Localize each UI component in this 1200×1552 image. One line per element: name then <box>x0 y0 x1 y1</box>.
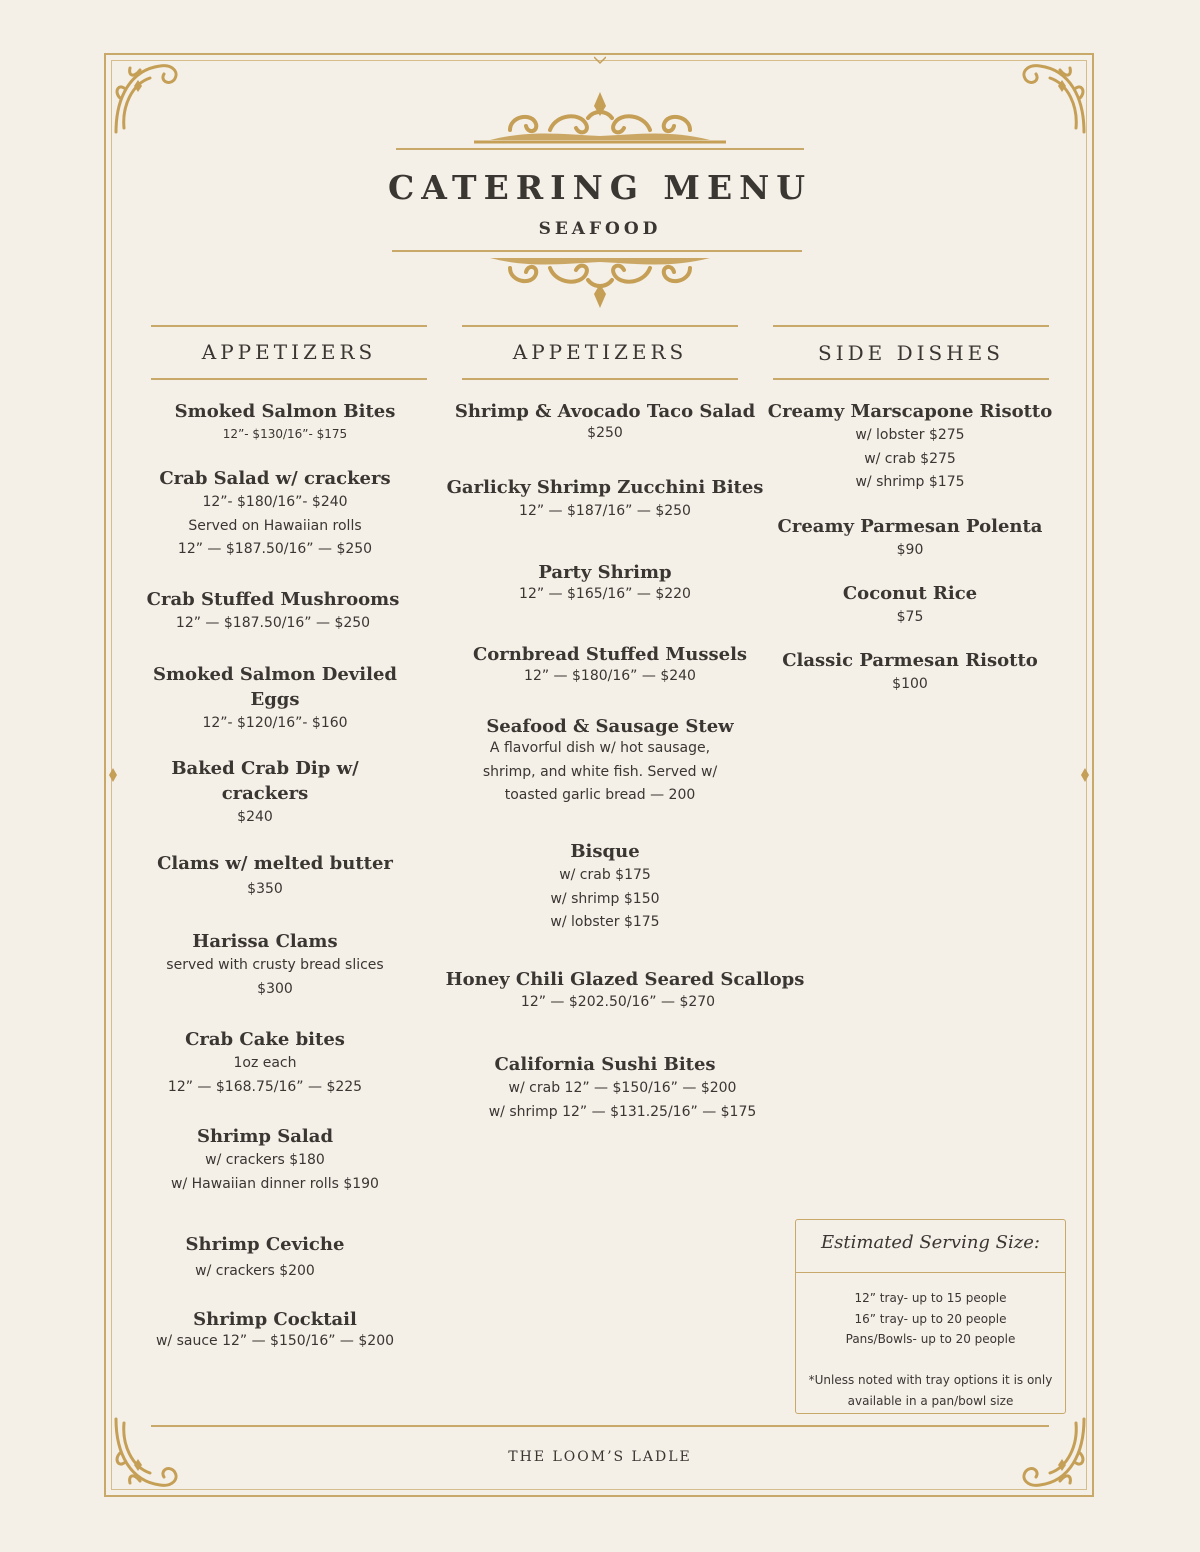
menu-item <box>130 399 440 444</box>
item-detail: served with crusty bread slices <box>166 957 384 973</box>
footer-brand: THE LOOM’S LADLE <box>508 1449 692 1465</box>
column-heading-appetizers-1: APPETIZERS <box>201 340 377 364</box>
item-detail: 12” — $187.50/16” — $250 <box>175 615 371 631</box>
item-name: Garlicky Shrimp Zucchini Bites <box>446 477 764 498</box>
serving-size-title: Estimated Serving Size: <box>821 1232 1040 1253</box>
frame-diamond-top-icon <box>594 55 606 65</box>
menu-item <box>755 514 1065 563</box>
item-detail: 12”- $120/16”- $160 <box>202 715 348 731</box>
item-detail: $250 <box>587 425 623 441</box>
item-name: California Sushi Bites <box>494 1054 716 1075</box>
item-detail: $100 <box>892 676 928 692</box>
item-detail: w/ crab $175 <box>559 867 651 883</box>
item-detail: $350 <box>247 881 283 897</box>
item-name: Creamy Marscapone Risotto <box>767 401 1053 422</box>
menu-item <box>755 399 1065 495</box>
item-detail: Served on Hawaiian rolls <box>188 517 362 534</box>
menu-item <box>110 1232 420 1284</box>
item-detail: 12”- $180/16”- $240 <box>202 494 348 510</box>
menu-item <box>445 475 765 522</box>
menu-item <box>755 648 1065 697</box>
footer-rule <box>151 1425 1049 1427</box>
serving-line: 12” tray- up to 15 people <box>854 1291 1007 1305</box>
item-name: Creamy Parmesan Polenta <box>777 516 1043 537</box>
menu-item <box>445 560 765 603</box>
item-detail: $90 <box>896 542 924 558</box>
menu-item <box>445 839 765 935</box>
col2-rule-top <box>462 325 738 327</box>
menu-item <box>445 399 765 442</box>
page-title: CATERING MENU <box>387 168 813 207</box>
item-detail: $300 <box>257 980 293 997</box>
item-detail: 12”- $130/16”- $175 <box>222 427 348 441</box>
item-detail: A flavorful dish w/ hot sausage, <box>489 740 711 756</box>
item-detail: w/ lobster $275 <box>855 427 965 443</box>
item-detail: 12” — $187.50/16” — $250 <box>177 541 373 557</box>
menu-item <box>450 642 770 685</box>
item-detail: 1oz each <box>233 1055 297 1071</box>
menu-item <box>755 581 1065 630</box>
item-name: Crab Salad w/ crackers <box>159 468 391 489</box>
menu-item <box>120 466 430 562</box>
item-detail: w/ shrimp $175 <box>855 474 965 490</box>
serving-divider <box>796 1272 1065 1273</box>
item-name: Coconut Rice <box>842 583 978 604</box>
item-name: Classic Parmesan Risotto <box>782 650 1038 671</box>
item-name: Shrimp Cocktail <box>193 1309 357 1330</box>
item-detail: w/ Hawaiian dinner rolls $190 <box>171 1175 379 1192</box>
item-detail: w/ crab $275 <box>864 450 956 467</box>
menu-item <box>110 1027 420 1099</box>
item-name: Smoked Salmon Deviled Eggs <box>153 664 397 710</box>
serving-line: 16” tray- up to 20 people <box>854 1311 1007 1326</box>
col2-rule-bottom <box>462 378 738 380</box>
menu-item <box>140 662 410 736</box>
col3-rule-bottom <box>773 378 1049 380</box>
item-detail: 12” — $187/16” — $250 <box>519 503 691 519</box>
item-detail: w/ lobster $175 <box>550 914 660 930</box>
item-name: Crab Cake bites <box>185 1029 345 1050</box>
serving-note <box>796 1370 1065 1412</box>
item-name: Shrimp Salad <box>196 1126 334 1147</box>
item-name: Bisque <box>570 841 640 862</box>
frame-diamond-left-icon <box>109 768 117 782</box>
item-name: Smoked Salmon Bites <box>174 401 396 422</box>
menu-item <box>110 1124 420 1196</box>
item-detail: w/ sauce 12” — $150/16” — $200 <box>155 1333 395 1349</box>
item-name: Clams w/ melted butter <box>157 853 393 874</box>
item-detail: $240 <box>237 809 273 825</box>
item-detail: w/ shrimp $150 <box>550 890 660 907</box>
header-rule-bottom <box>392 250 802 252</box>
serving-note-line: *Unless noted with tray options it is only <box>808 1373 1053 1387</box>
menu-item <box>120 1309 430 1351</box>
item-detail: 12” — $202.50/16” — $270 <box>520 994 716 1010</box>
menu-item <box>445 1052 765 1124</box>
menu-item <box>160 756 370 830</box>
item-detail: w/ shrimp 12” — $131.25/16” — $175 <box>488 1103 757 1120</box>
item-detail: toasted garlic bread — 200 <box>504 787 696 803</box>
column-heading-side-dishes: SIDE DISHES <box>818 341 1004 365</box>
item-name: Seafood & Sausage Stew <box>486 716 734 737</box>
serving-size-box <box>795 1219 1066 1414</box>
item-detail: $75 <box>896 609 924 625</box>
page-subtitle: SEAFOOD <box>538 219 662 239</box>
item-detail: 12” — $165/16” — $220 <box>519 586 691 602</box>
item-name: Shrimp Ceviche <box>185 1234 345 1255</box>
item-name: Cornbread Stuffed Mussels <box>472 644 748 665</box>
serving-size-list <box>796 1288 1065 1350</box>
item-name: Baked Crab Dip w/ crackers <box>171 758 359 804</box>
col1-rule-top <box>151 325 427 327</box>
corner-ornament-top-right-icon <box>1010 58 1090 138</box>
serving-line: Pans/Bowls- up to 20 people <box>845 1332 1016 1346</box>
item-name: Party Shrimp <box>538 562 672 583</box>
menu-item <box>450 714 770 808</box>
header-flourish-bottom-icon <box>470 254 730 312</box>
item-detail: 12” — $168.75/16” — $225 <box>167 1078 363 1095</box>
header-rule-top <box>396 148 804 150</box>
corner-ornament-top-left-icon <box>110 58 190 138</box>
item-name: Shrimp & Avocado Taco Salad <box>454 401 756 422</box>
menu-item <box>440 967 810 1012</box>
col3-rule-top <box>773 325 1049 327</box>
item-detail: w/ crackers $200 <box>195 1263 315 1279</box>
serving-note-line: available in a pan/bowl size <box>847 1394 1014 1408</box>
frame-diamond-right-icon <box>1081 768 1089 782</box>
item-detail: 12” — $180/16” — $240 <box>524 668 696 684</box>
menu-item <box>120 851 430 902</box>
menu-item <box>120 929 430 1001</box>
item-detail: w/ crab 12” — $150/16” — $200 <box>508 1080 737 1096</box>
menu-item <box>118 587 428 636</box>
item-name: Harissa Clams <box>192 931 338 952</box>
item-name: Honey Chili Glazed Seared Scallops <box>445 969 805 990</box>
item-name: Crab Stuffed Mushrooms <box>146 589 400 610</box>
column-heading-appetizers-2: APPETIZERS <box>512 340 688 364</box>
header-flourish-top-icon <box>470 90 730 148</box>
item-detail: shrimp, and white fish. Served w/ <box>482 763 718 780</box>
col1-rule-bottom <box>151 378 427 380</box>
item-detail: w/ crackers $180 <box>205 1152 325 1168</box>
